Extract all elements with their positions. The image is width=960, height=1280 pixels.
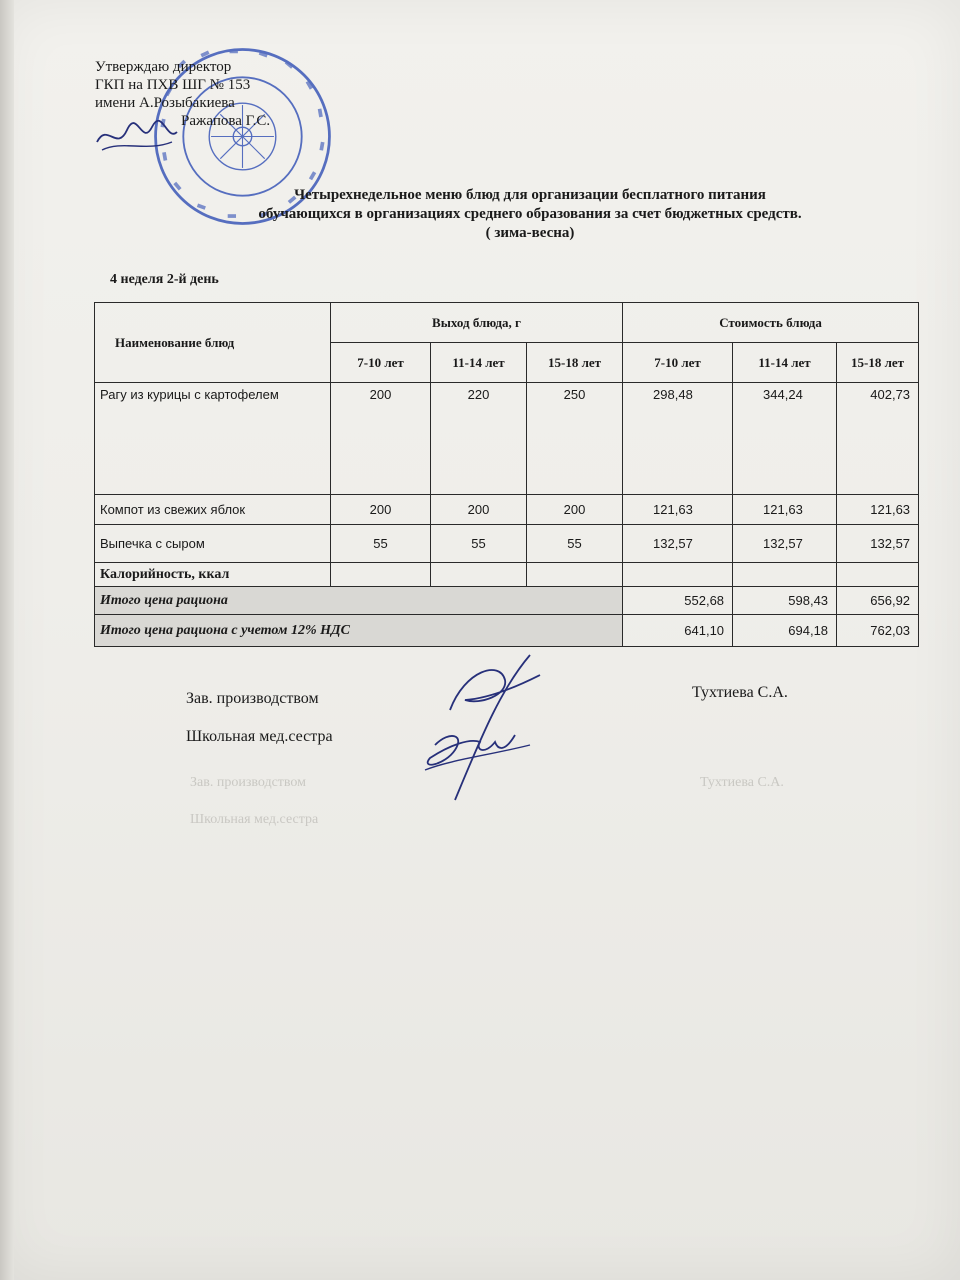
yield-value: 220 (431, 383, 527, 495)
show-through-text: Зав. производством (190, 775, 307, 790)
cost-value: 132,57 (623, 525, 733, 563)
head-of-production-name: Тухтиева С.А. (692, 684, 788, 701)
header-age-yield-1: 7-10 лет (331, 343, 431, 383)
total-row (95, 587, 919, 615)
yield-value: 55 (331, 525, 431, 563)
approval-line-3: имени А.Розыбакиева (95, 95, 235, 111)
document-title (150, 186, 910, 243)
total-vat-row (95, 615, 919, 647)
week-day-label: 4 неделя 2-й день (110, 272, 219, 287)
title-line-2: обучающихся в организациях среднего образования за счет бюджетных средств. (258, 206, 802, 222)
head-of-production-label: Зав. производством (186, 690, 319, 707)
cost-value: 298,48 (623, 383, 733, 495)
yield-value: 55 (527, 525, 623, 563)
approval-line-2: ГКП на ПХВ ШГ № 153 (95, 77, 251, 93)
cost-value: 121,63 (623, 495, 733, 525)
cost-value: 402,73 (837, 383, 919, 495)
table-row (95, 525, 919, 563)
show-through-text: Школьная мед.сестра (190, 812, 319, 827)
yield-value: 200 (331, 495, 431, 525)
yield-value: 250 (527, 383, 623, 495)
total-vat-value: 641,10 (623, 615, 733, 647)
cost-value: 132,57 (733, 525, 837, 563)
header-age-yield-2: 11-14 лет (431, 343, 527, 383)
header-age-cost-1: 7-10 лет (623, 343, 733, 383)
empty-cell (431, 563, 527, 587)
total-value: 656,92 (837, 587, 919, 615)
approval-line-1: Утверждаю директор (95, 59, 232, 75)
yield-value: 200 (431, 495, 527, 525)
approval-block (95, 58, 270, 130)
calories-label: Калорийность, ккал (95, 563, 331, 587)
table-row (95, 495, 919, 525)
paper-edge (0, 0, 14, 1280)
title-line-1: Четырехнедельное меню блюд для организации бесплатного питания (294, 187, 766, 203)
show-through-text: Тухтиева С.А. (700, 775, 784, 790)
header-age-cost-2: 11-14 лет (733, 343, 837, 383)
yield-value: 200 (527, 495, 623, 525)
total-value: 552,68 (623, 587, 733, 615)
empty-cell (623, 563, 733, 587)
table-row (95, 383, 919, 495)
calories-row (95, 563, 919, 587)
header-dish-name: Наименование блюд (95, 303, 331, 383)
total-label: Итого цена рациона (95, 587, 623, 615)
dish-name: Компот из свежих яблок (95, 495, 331, 525)
cost-value: 344,24 (733, 383, 837, 495)
dish-name: Рагу из курицы с картофелем (95, 383, 331, 495)
cost-value: 121,63 (837, 495, 919, 525)
empty-cell (331, 563, 431, 587)
cost-value: 132,57 (837, 525, 919, 563)
total-vat-label: Итого цена рациона с учетом 12% НДС (95, 615, 623, 647)
cost-value: 121,63 (733, 495, 837, 525)
total-vat-value: 762,03 (837, 615, 919, 647)
approval-director-name: Ражапова Г.С. (181, 113, 271, 129)
empty-cell (733, 563, 837, 587)
menu-table (94, 302, 919, 647)
nurse-signature (410, 650, 560, 810)
school-nurse-label: Школьная мед.сестра (186, 728, 333, 745)
empty-cell (837, 563, 919, 587)
header-cost-group: Стоимость блюда (623, 303, 919, 343)
total-vat-value: 694,18 (733, 615, 837, 647)
header-yield-group: Выход блюда, г (331, 303, 623, 343)
header-age-cost-3: 15-18 лет (837, 343, 919, 383)
header-age-yield-3: 15-18 лет (527, 343, 623, 383)
title-line-3: ( зима-весна) (485, 225, 575, 241)
dish-name: Выпечка с сыром (95, 525, 331, 563)
total-value: 598,43 (733, 587, 837, 615)
yield-value: 55 (431, 525, 527, 563)
yield-value: 200 (331, 383, 431, 495)
empty-cell (527, 563, 623, 587)
